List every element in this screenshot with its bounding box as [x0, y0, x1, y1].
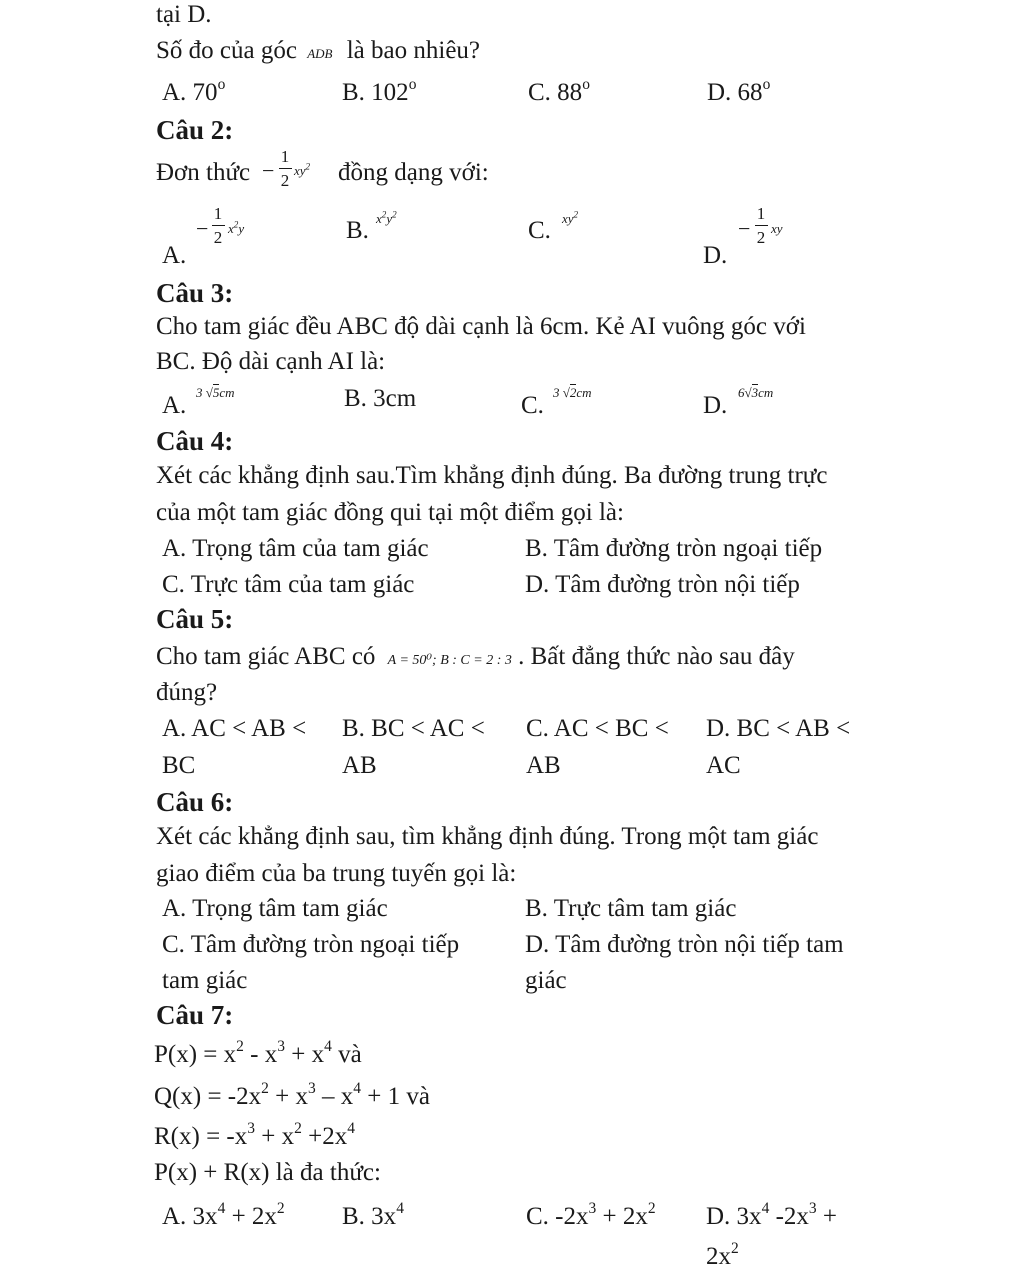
q4-option-b: B. Tâm đường tròn ngoại tiếp [525, 535, 823, 562]
q6-option-c-cont: tam giác [162, 967, 248, 994]
q7-option-c: C. $-2x^3 + 2x^2$ [526, 1200, 656, 1230]
q5-question [156, 644, 795, 669]
q3-option-a-expr: 3 √5cm [196, 385, 235, 400]
q3-text-line2: BC. Độ dài cạnh AI là: [156, 348, 386, 375]
q5-option-b-cont: AB [342, 752, 377, 779]
q1-option-d: D. 68$^o$ [707, 76, 771, 106]
q4-text-line2: của một tam giác đồng qui tại một điểm gọi là: [156, 499, 624, 526]
q2-option-b-expr: $x^2y^2$ [376, 209, 397, 226]
q5-option-d: D. BC < AB < [706, 715, 851, 742]
q5-text-a: Cho tam giác ABC có [156, 643, 376, 670]
q6-text-line1: Xét các khẳng định sau, tìm khẳng định đúng. Trong một tam giác [156, 823, 819, 850]
q2-text-b: đồng dạng với: [338, 159, 489, 186]
q5-condition: A = 50⁰; B : C = 2 : 3 [387, 653, 512, 668]
q1-text-a: Số đo của góc [156, 37, 297, 64]
q7-polynomial-r: $R(x) = -x^3 + x^2 +2x^4$ [154, 1120, 355, 1150]
q5-option-c: C. AC < BC < [526, 715, 669, 742]
q2-option-d-label: D. [703, 242, 728, 269]
q6-option-d-cont: giác [525, 967, 567, 994]
degree-symbol: o [582, 76, 590, 94]
q4-option-a: A. Trọng tâm của tam giác [162, 535, 429, 562]
q2-option-a-label: A. [162, 242, 187, 269]
q3-option-c-label: C. [521, 392, 544, 419]
q3-text-line1: Cho tam giác đều ABC độ dài cạnh là 6cm. Kẻ AI vuông góc với [156, 313, 806, 340]
q4-option-d: D. Tâm đường tròn nội tiếp [525, 571, 800, 598]
q1-option-c: C. 88$^o$ [528, 76, 590, 106]
intro-tail: tại D. [156, 1, 212, 28]
q1-option-b: B. 102$^o$ [342, 76, 417, 106]
degree-symbol: o [408, 76, 417, 94]
q5-text-line2: đúng? [156, 679, 218, 706]
q4-text-line1: Xét các khẳng định sau.Tìm khẳng định đúng. Ba đường trung trực [156, 462, 828, 489]
q2-option-b-label: B. [346, 217, 369, 244]
fraction-denominator: 2 [280, 171, 290, 190]
q2-option-c-expr: $xy^2$ [562, 209, 579, 226]
q5-option-a-cont: BC [162, 752, 196, 779]
q4-title: Câu 4: [156, 426, 234, 456]
q5-option-a: A. AC < AB < [162, 715, 307, 742]
q2-option-c-label: C. [528, 217, 551, 244]
q7-polynomial-p: $P(x) = x^2 - x^3 + x^4$ và [154, 1038, 362, 1068]
q7-option-d: D. $3x^4$ $-2x^3$ + [706, 1200, 837, 1230]
q6-option-a: A. Trọng tâm tam giác [162, 895, 388, 922]
q1-option-a: A. 70$^o$ [162, 76, 226, 106]
q6-option-b: B. Trực tâm tam giác [525, 895, 737, 922]
q7-question: P(x) + R(x) là đa thức: [154, 1159, 381, 1186]
q5-option-c-cont: AB [526, 752, 561, 779]
q1-angle: ADB [307, 46, 333, 61]
q7-option-a: A. $3x^4 + 2x^2$ [162, 1200, 285, 1230]
q7-option-b: B. $3x^4$ [342, 1200, 404, 1230]
degree-symbol: o [762, 76, 771, 94]
fraction-bar [279, 168, 292, 169]
minus-sign: − [262, 158, 275, 183]
q5-text-b: . Bất đẳng thức nào sau đây [518, 643, 795, 670]
q5-title: Câu 5: [156, 604, 234, 634]
q3-title: Câu 3: [156, 278, 234, 308]
q3-option-b: B. 3cm [344, 385, 417, 412]
q6-text-line2: giao điểm của ba trung tuyến gọi là: [156, 860, 517, 887]
q2-title: Câu 2: [156, 115, 234, 145]
q6-title: Câu 6: [156, 787, 234, 817]
q3-option-c-expr: 3 √2cm [553, 385, 592, 400]
q3-option-d-expr: 6√3cm [738, 385, 774, 400]
q1-text-b: là bao nhiêu? [346, 37, 481, 64]
q3-option-d-label: D. [703, 392, 728, 419]
fraction-numerator: 1 [280, 147, 290, 166]
q3-option-a-label: A. [162, 392, 187, 419]
q6-option-d: D. Tâm đường tròn nội tiếp tam [525, 931, 844, 958]
q5-option-d-cont: AC [706, 752, 741, 779]
q5-option-b: B. BC < AC < [342, 715, 485, 742]
q7-option-d-cont: $2x^2$ [706, 1240, 739, 1270]
degree-symbol: o [217, 76, 226, 94]
q7-polynomial-q: $Q(x) = -2x^2 + x^3 - x^4 + 1$ và [154, 1080, 430, 1110]
q1-question [156, 38, 480, 63]
q7-title: Câu 7: [156, 1000, 234, 1030]
q2-text-a: Đơn thức [156, 159, 251, 186]
q4-option-c: C. Trực tâm của tam giác [162, 571, 415, 598]
q6-option-c: C. Tâm đường tròn ngoại tiếp [162, 931, 460, 958]
